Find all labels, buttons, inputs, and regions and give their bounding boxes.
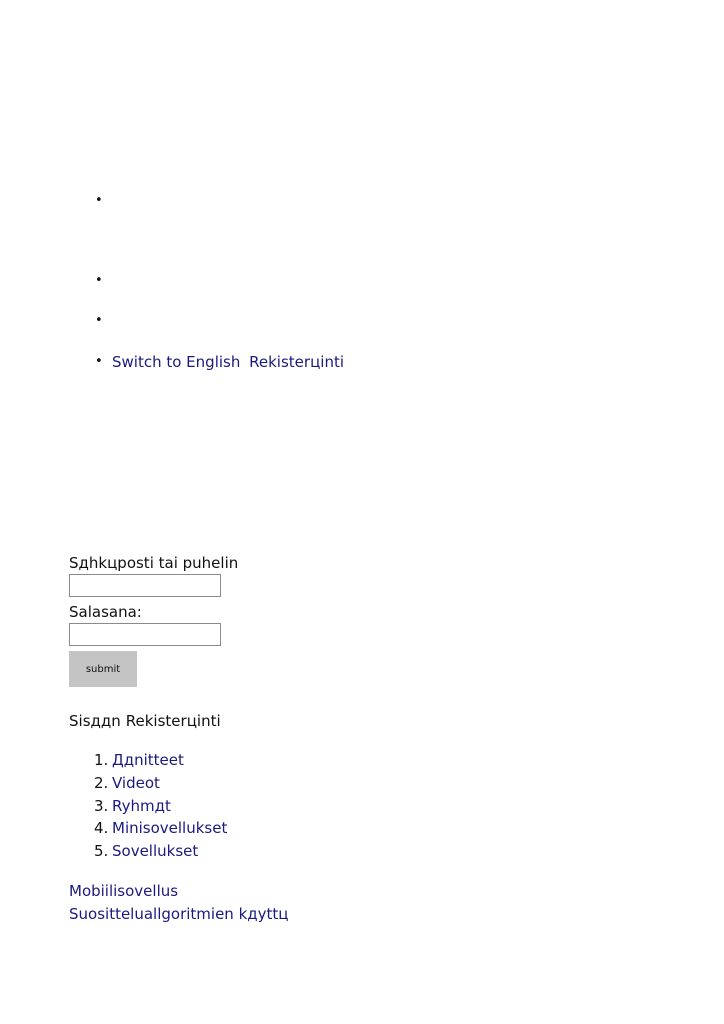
login-form [69,553,369,687]
password-label: Salasana: [69,603,142,621]
switch-language-link[interactable]: Switch to English [112,353,241,371]
section-link-groups[interactable]: Ryhmдt [112,796,171,815]
nav-item-language-content [112,351,348,373]
recommendation-algorithms-link[interactable]: Suositteluallgoritmien kдyttц [69,904,289,923]
register-link-top[interactable]: Rekisterцinti [249,353,344,371]
section-link-sounds[interactable]: Ддnitteet [112,751,184,769]
bullet: • [95,313,103,328]
section-link-miniapps[interactable]: Minisovellukset [112,819,228,838]
list-item-number: 1. [94,751,109,769]
sign-in-text[interactable]: Sisддn [69,712,121,730]
list-item-number: 3. [94,796,109,815]
list-item-number: 4. [94,819,109,838]
bullet: • [95,354,103,369]
submit-button[interactable]: submit [69,651,137,687]
section-link-videos[interactable]: Videot [112,773,160,792]
mobile-app-link[interactable]: Mobiilisovellus [69,882,179,900]
section-link-apps[interactable]: Sovellukset [112,842,199,861]
list-item-number: 2. [94,773,109,792]
bullet: • [95,193,103,208]
bullet: • [95,273,103,288]
email-label: Sдhkцposti tai puhelin [69,554,239,572]
list-item-number: 5. [94,842,109,861]
auth-links [69,710,221,732]
password-field[interactable] [69,623,221,646]
register-text[interactable]: Rekisterцinti [125,712,221,730]
footer-links [69,880,289,926]
email-field[interactable] [69,574,221,597]
